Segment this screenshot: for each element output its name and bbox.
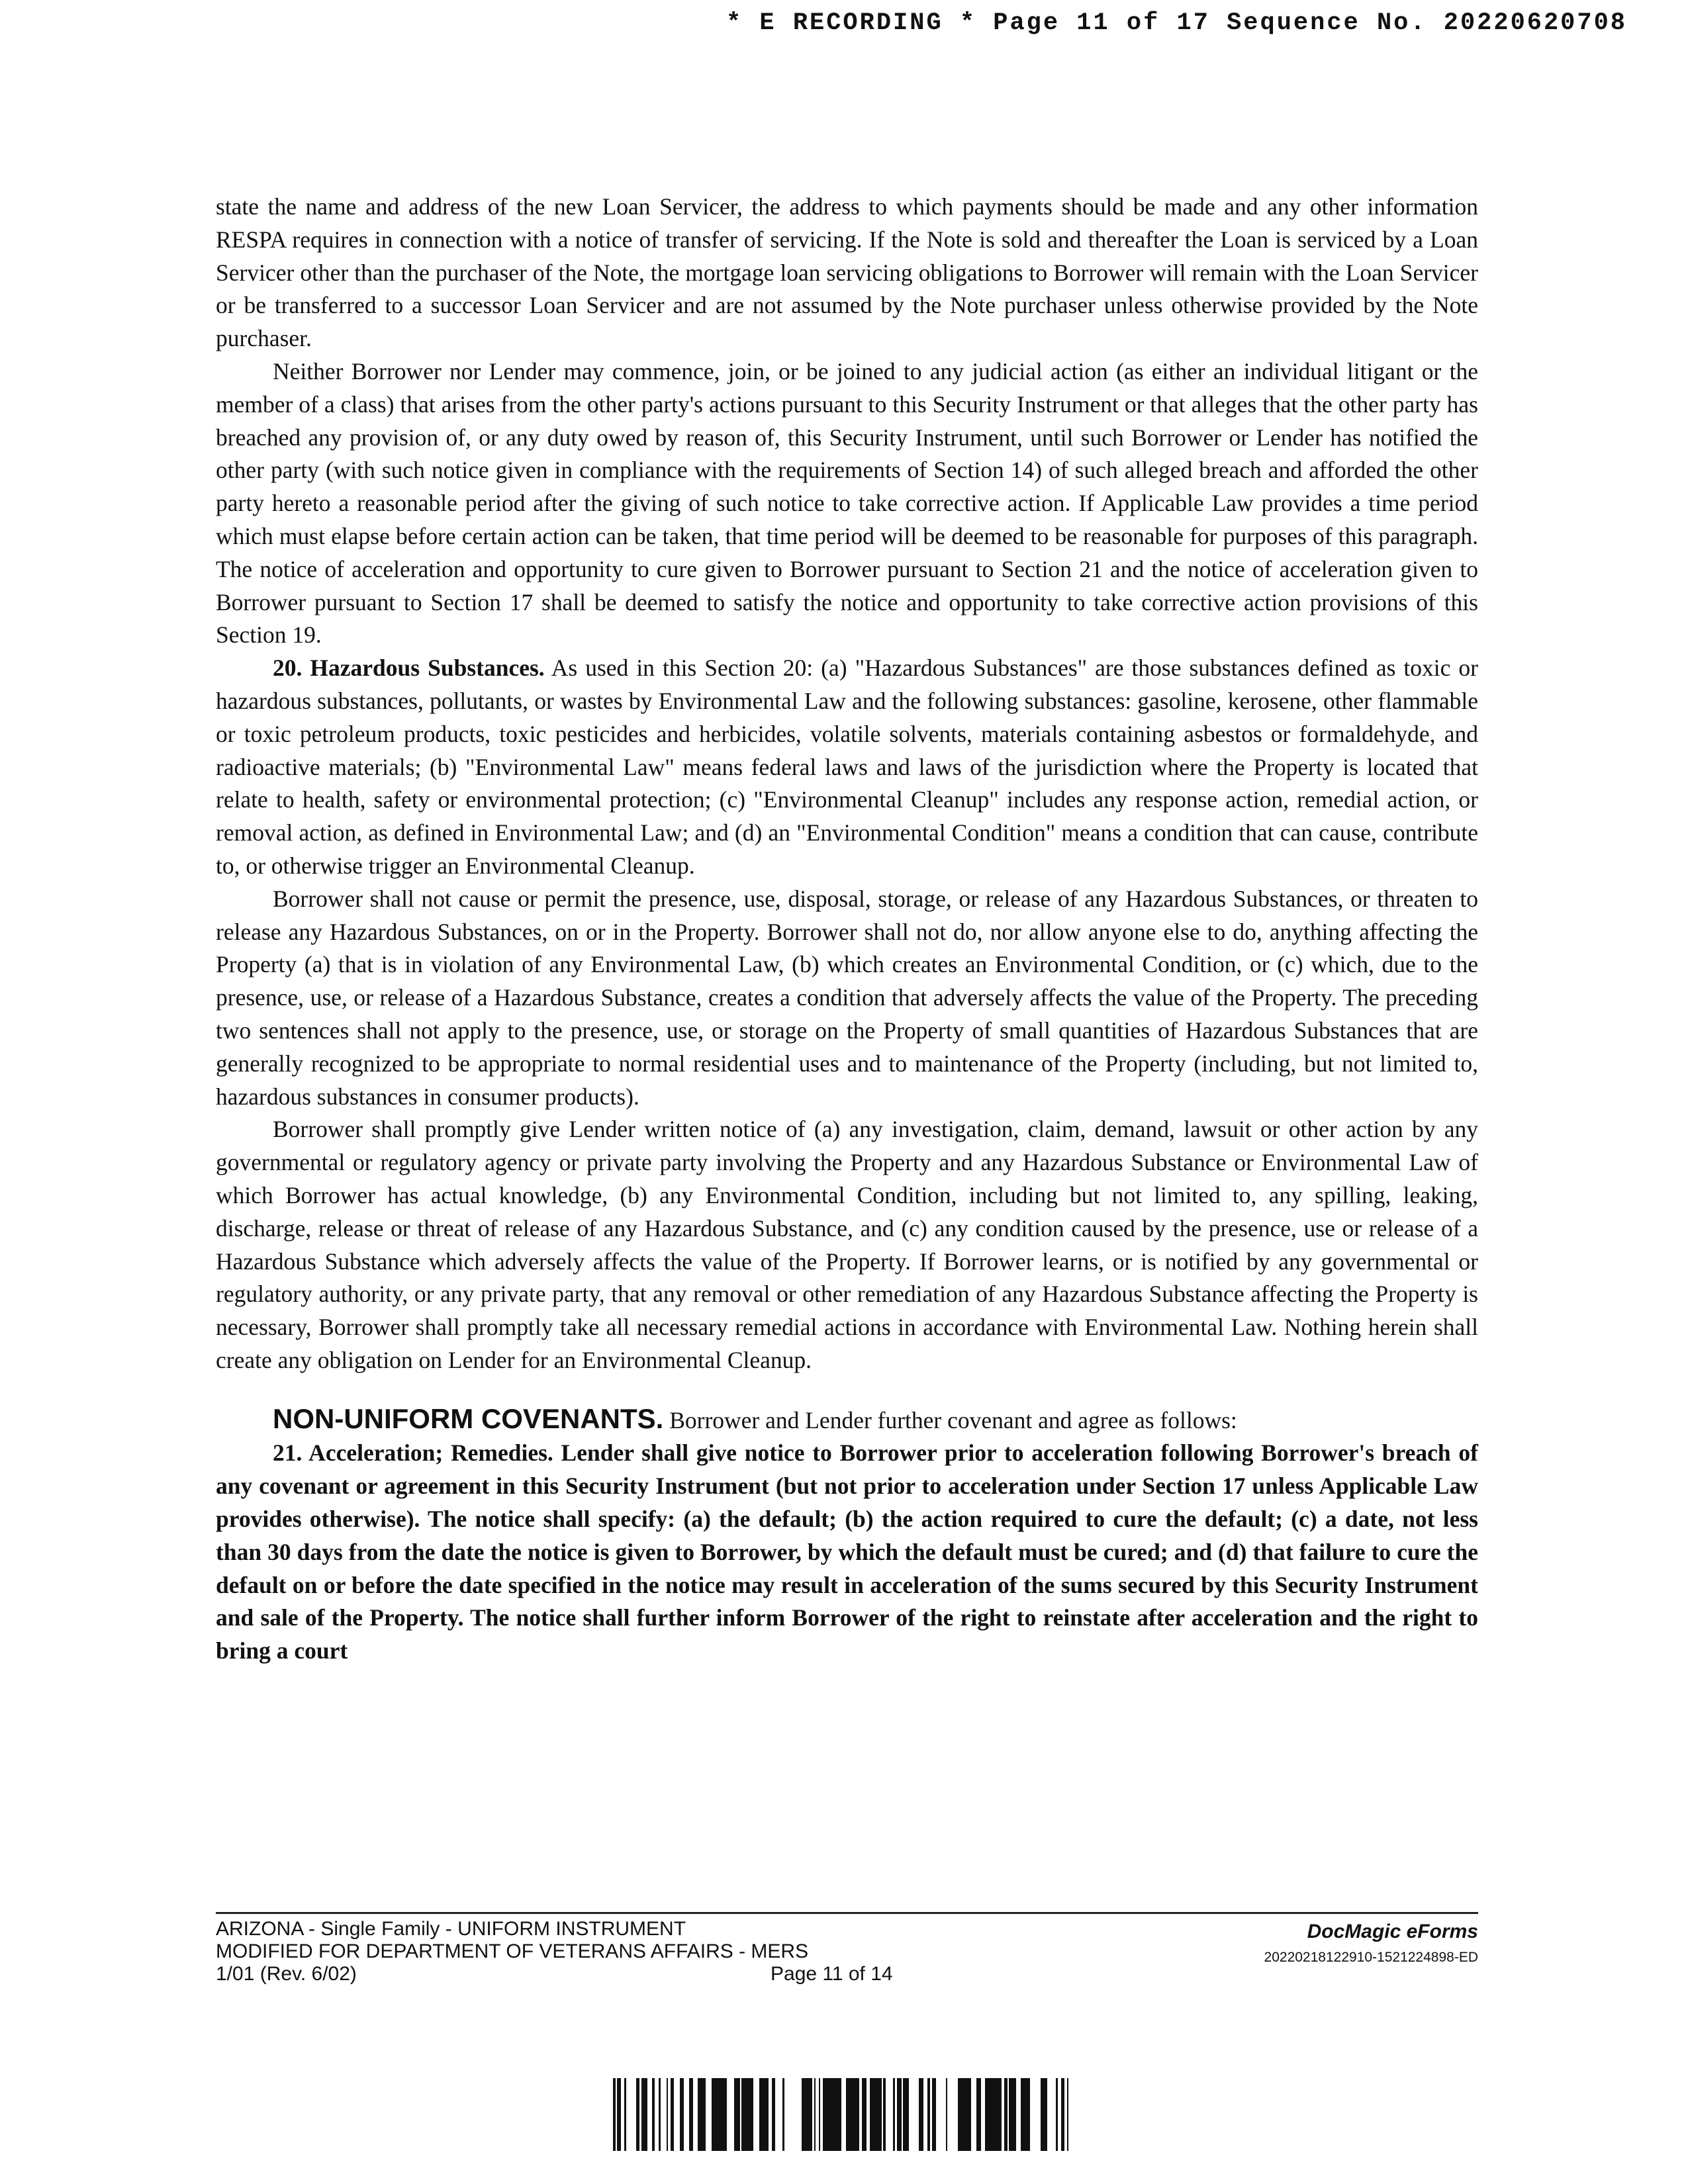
footer-document-code: 20220218122910-1521224898-ED (1264, 1950, 1478, 1965)
document-body (216, 191, 1478, 1668)
section-20-hazardous-substances (216, 652, 1478, 883)
non-uniform-covenants-text: Borrower and Lender further covenant and agree as follows: (669, 1406, 1237, 1433)
paragraph-judicial-action: Neither Borrower nor Lender may commence, join, or be joined to any judicial action (as either an individual litigant or the member of a class) that arises from the other party's actions pursuant to this Security Instrument or that alleges that the other party has breached any provision of, or any duty owed by reason of, this Security Instrument, until such Borrower or Lender has notified the other party (with such notice given in compliance with the requirements of Section 14) of such alleged breach and afforded the other party hereto a reasonable period after the giving of such notice to take corrective action. If Applicable Law provides a time period which must elapse before certain action can be taken, that time period will be deemed to be reasonable for purposes of this paragraph. The notice of acceleration and opportunity to cure given to Borrower pursuant to Section 21 and the notice of acceleration given to Borrower pursuant to Section 17 shall be deemed to satisfy the notice and opportunity to take corrective action provisions of this Section 19. (216, 357, 1478, 649)
paragraph-borrower-shall-not: Borrower shall not cause or permit the presence, use, disposal, storage, or release of any Hazardous Substances, or threaten to release any Hazardous Substances, on or in the Property. Borrower shall not do, nor allow anyone else to do, anything affecting the Property (a) that is in violation of any Environmental Law, (b) which creates an Environmental Condition, or (c) which, due to the presence, use, or release of a Hazardous Substance, creates a condition that adversely affects the value of the Property. The preceding two sentences shall not apply to the presence, use, or storage on the Property of small quantities of Hazardous Substances that are generally recognized to be appropriate to normal residential uses and to maintenance of the Property (including, but not limited to, hazardous substances in consumer products). (216, 885, 1478, 1110)
non-uniform-covenants (216, 1402, 1478, 1437)
section-21-acceleration-remedies: 21. Acceleration; Remedies. Lender shall give notice to Borrower prior to acceleration following Borrower's breach of any covenant or agreement in this Security Instrument (but not prior to acceleration under Section 17 unless Applicable Law provides otherwise). The notice shall specify: (a) the default; (b) the action required to cure the default; (c) a date, not less than 30 days from the date the notice is given to Borrower, by which the default must be cured; and (d) that failure to cure the default on or before the date specified in the notice may result in acceleration of the sums secured by this Security Instrument and sale of the Property. The notice shall further inform Borrower of the right to reinstate after acceleration and the right to bring a court (216, 1439, 1478, 1664)
footer-form-info (216, 1918, 808, 1985)
non-uniform-covenants-heading: NON-UNIFORM COVENANTS. (273, 1402, 664, 1434)
paragraph-borrower-notice: Borrower shall promptly give Lender written notice of (a) any investigation, claim, demand, lawsuit or other action by any governmental or regulatory agency or private party involving the Property and any Hazardous Substance or Environmental Law of which Borrower has actual knowledge, (b) any Environmental Condition, including but not limited to, any spilling, leaking, discharge, release or threat of release of any Hazardous Substance, and (c) any condition caused by the presence, use or release of a Hazardous Substance which adversely affects the value of the Property. If Borrower learns, or is notified by any governmental or regulatory authority, or any private party, that any removal or other remediation of any Hazardous Substance affecting the Property is necessary, Borrower shall promptly take all necessary remedial actions in accordance with Environmental Law. Nothing herein shall create any obligation on Lender for an Environmental Cleanup. (216, 1116, 1478, 1373)
footer-line-3: 1/01 (Rev. 6/02) (216, 1963, 357, 1985)
footer-divider (216, 1912, 1478, 1914)
docmagic-logo: DocMagic eForms (1307, 1921, 1478, 1942)
recording-header: * E RECORDING * Page 11 of 17 Sequence No. 20220620708 (726, 9, 1627, 37)
section-20-title: 20. Hazardous Substances. (273, 655, 545, 682)
paragraph-continuation: state the name and address of the new Loan Servicer, the address to which payments should be made and any other information RESPA requires in connection with a notice of transfer of servicing. If the Note is sold and thereafter the Loan is serviced by a Loan Servicer other than the purchaser of the Note, the mortgage loan servicing obligations to Borrower will remain with the Loan Servicer or be transferred to a successor Loan Servicer and are not assumed by the Note purchaser unless otherwise provided by the Note purchaser. (216, 193, 1478, 352)
section-20-body: As used in this Section 20: (a) "Hazardous Substances" are those substances defined as toxic or hazardous substances, pollutants, or wastes by Environmental Law and the following substances: gasoline, kerosene, other flammable or toxic petroleum products, toxic pesticides and herbicides, volatile solvents, materials containing asbestos or formaldehyde, and radioactive materials; (b) "Environmental Law" means federal laws and laws of the jurisdiction where the Property is located that relate to health, safety or environmental protection; (c) "Environmental Cleanup" includes any response action, remedial action, or removal action, as defined in Environmental Law; and (d) an "Environmental Condition" means a condition that can cause, contribute to, or otherwise trigger an Environmental Cleanup. (216, 655, 1478, 879)
footer-line-1: ARIZONA - Single Family - UNIFORM INSTRUMENT (216, 1918, 686, 1940)
footer-page-number: Page 11 of 14 (771, 1963, 893, 1985)
barcode (613, 2078, 1076, 2151)
footer-line-2: MODIFIED FOR DEPARTMENT OF VETERANS AFFAIRS - MERS (216, 1940, 809, 1962)
